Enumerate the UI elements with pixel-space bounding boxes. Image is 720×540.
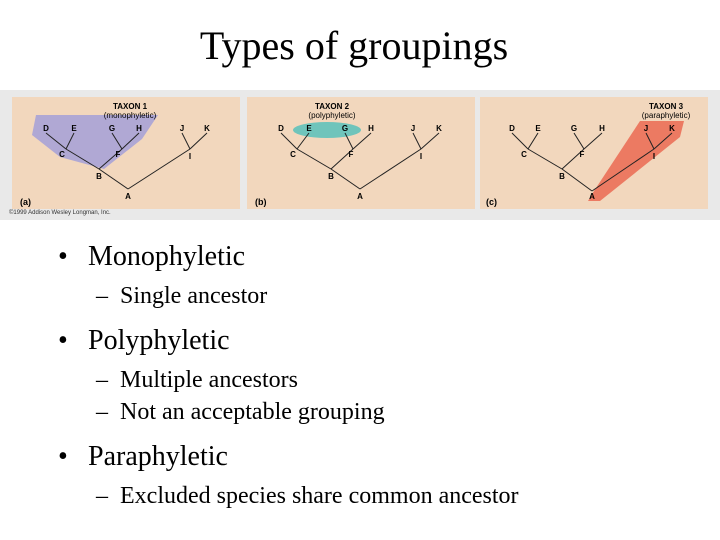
node-label: A [357, 192, 363, 201]
tip-label: E [71, 124, 77, 133]
node-label: B [328, 172, 334, 181]
tip-label: D [509, 124, 515, 133]
node-label: C [521, 150, 527, 159]
node-label: I [652, 152, 656, 161]
tip-label: G [341, 124, 349, 133]
cladogram-a [12, 97, 240, 209]
figure-copyright: ©1999 Addison Wesley Longman, Inc. [9, 210, 111, 216]
polyphyletic-highlight [293, 122, 361, 138]
sub-bullet: – Not an acceptable grouping [96, 396, 708, 428]
page-title: Types of groupings [199, 23, 509, 68]
node-label: A [589, 192, 595, 201]
sub-bullet: – Excluded species share common ancestor [96, 480, 708, 512]
sub-bullet: – Single ancestor [96, 280, 708, 312]
node-label: B [559, 172, 565, 181]
cladogram-c [480, 97, 708, 209]
bullet-polyphyletic: • Polyphyletic [58, 324, 708, 358]
panel-caption: (c) [486, 197, 497, 207]
node-label: C [290, 150, 296, 159]
tip-label: J [410, 124, 416, 133]
panel-b [247, 97, 475, 209]
tip-label: K [436, 124, 442, 133]
bullet-list [58, 240, 708, 512]
tip-label: H [599, 124, 605, 133]
taxon-type: (monophyletic) [103, 111, 157, 120]
taxon-type: (polyphyletic) [308, 111, 356, 120]
bullet-paraphyletic: • Paraphyletic [58, 440, 708, 474]
tip-label: D [43, 124, 49, 133]
taxon-title: TAXON 3 [648, 102, 684, 111]
panel-a [12, 97, 240, 209]
tip-label: D [278, 124, 284, 133]
tip-label: H [136, 124, 142, 133]
node-label: A [125, 192, 131, 201]
taxon-type: (paraphyletic) [641, 111, 691, 120]
taxon-title: TAXON 1 [112, 102, 148, 111]
node-label: C [59, 150, 65, 159]
sub-bullet: – Multiple ancestors [96, 364, 708, 396]
node-label: I [188, 152, 192, 161]
tip-label: J [643, 124, 649, 133]
cladogram-figure [0, 90, 720, 220]
tip-label: K [204, 124, 210, 133]
panel-caption: (a) [20, 197, 31, 207]
tip-label: K [669, 124, 675, 133]
tip-label: G [570, 124, 578, 133]
tip-label: H [368, 124, 374, 133]
node-label: F [348, 150, 354, 159]
node-label: I [419, 152, 423, 161]
node-label: F [579, 150, 585, 159]
node-label: B [96, 172, 102, 181]
bullet-monophyletic: • Monophyletic [58, 240, 708, 274]
tip-label: J [179, 124, 185, 133]
panel-c [480, 97, 708, 209]
taxon-title: TAXON 2 [314, 102, 350, 111]
tip-label: G [108, 124, 116, 133]
cladogram-b [247, 97, 475, 209]
tip-label: E [535, 124, 541, 133]
node-label: F [115, 150, 121, 159]
tip-label: E [306, 124, 312, 133]
panel-caption: (b) [255, 197, 267, 207]
